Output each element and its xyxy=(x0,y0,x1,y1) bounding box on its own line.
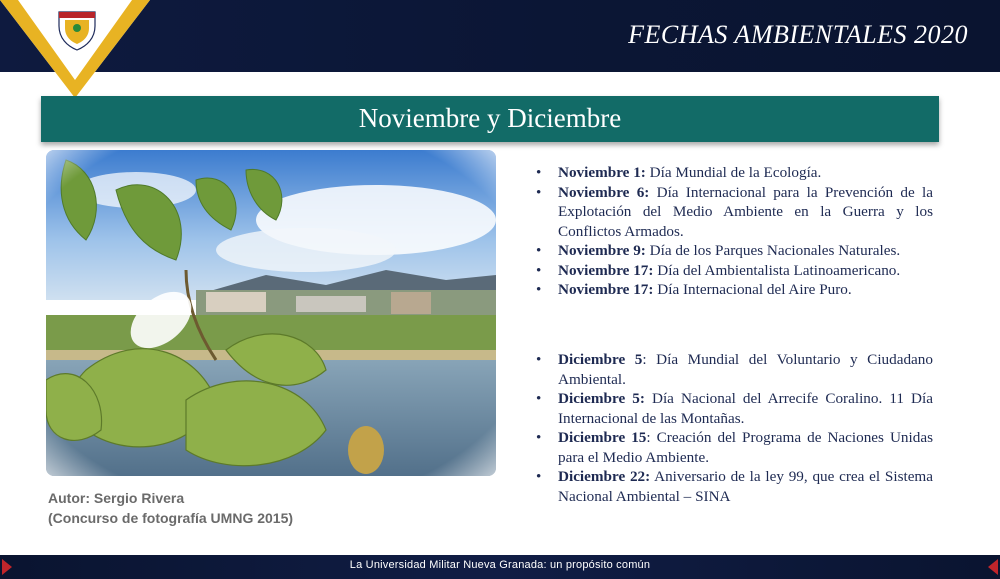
nature-photo xyxy=(46,150,496,476)
list-item: • Noviembre 17: Día Internacional del Aire Puro. xyxy=(533,280,933,300)
list-item: • Noviembre 1: Día Mundial de la Ecología. xyxy=(533,163,933,183)
section-header xyxy=(41,96,939,142)
november-list xyxy=(533,163,933,300)
university-crest-icon xyxy=(55,8,99,56)
header-band xyxy=(0,0,1000,72)
list-item: • Diciembre 5: Día Mundial del Voluntario y Ciudadano Ambiental. xyxy=(533,350,933,389)
list-item: • Noviembre 6: Día Internacional para la Prevención de la Explotación del Medio Ambiente en la Guerra y los Conflictos Armados. xyxy=(533,183,933,242)
photo-caption xyxy=(48,488,293,528)
december-list xyxy=(533,350,933,506)
caption-contest: (Concurso de fotografía UMNG 2015) xyxy=(48,510,294,526)
footer-band xyxy=(0,555,1000,579)
list-item: • Diciembre 15: Creación del Programa de Naciones Unidas para el Medio Ambiente. xyxy=(533,428,933,467)
caption-author: Autor: Sergio Rivera xyxy=(48,490,185,506)
list-item: • Diciembre 5: Día Nacional del Arrecife Coralino. 11 Día Internacional de las Montañas. xyxy=(533,389,933,428)
page-title: FECHAS AMBIENTALES 2020 xyxy=(628,20,968,49)
arrow-right-icon xyxy=(988,559,998,575)
list-item: • Noviembre 9: Día de los Parques Nacionales Naturales. xyxy=(533,241,933,261)
list-item: • Diciembre 22: Aniversario de la ley 99, que crea el Sistema Nacional Ambiental – SINA xyxy=(533,467,933,506)
footer-slogan: La Universidad Militar Nueva Granada: un propósito común xyxy=(349,559,651,571)
list-item: • Noviembre 17: Día del Ambientalista Latinoamericano. xyxy=(533,261,933,281)
section-title: Noviembre y Diciembre xyxy=(358,103,622,133)
